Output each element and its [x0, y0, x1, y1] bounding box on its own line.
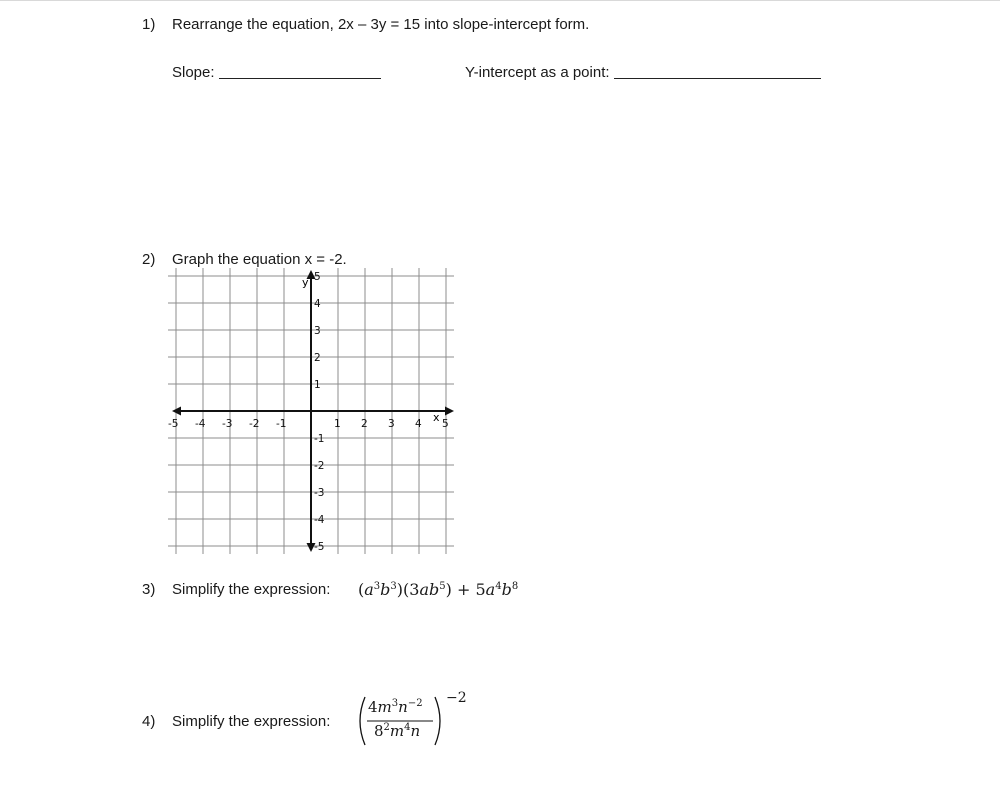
question-2-number: 2) [142, 251, 156, 268]
question-1-text: Rearrange the equation, 2x – 3y = 15 into slope-intercept form. [172, 16, 590, 33]
y-tick-label: 3 [314, 325, 321, 337]
right-parenthesis [435, 697, 440, 745]
left-parenthesis [360, 697, 365, 745]
x-tick-label: 2 [361, 418, 368, 430]
question-4-expression [356, 690, 467, 748]
y-tick-label: -4 [314, 514, 325, 526]
x-axis-label: x [433, 411, 440, 424]
y-tick-label: -5 [314, 541, 325, 553]
fraction-denominator: $8^2m^4n$ [374, 722, 421, 740]
question-4-number: 4) [142, 713, 156, 730]
yintercept-blank [614, 64, 821, 79]
x-tick-label: -2 [249, 418, 260, 430]
y-axis-label: y [302, 276, 309, 289]
x-axis-arrow-right [445, 407, 454, 416]
x-tick-label: 1 [334, 418, 341, 430]
y-tick-label: -1 [314, 433, 325, 445]
y-tick-label: 4 [314, 298, 321, 310]
slope-label: Slope: [172, 64, 215, 81]
page-top-border [0, 0, 1000, 1]
fraction-numerator: $4m^3n^{-2}$ [368, 698, 423, 716]
yintercept-answer-line [465, 64, 821, 81]
yintercept-label: Y-intercept as a point: [465, 64, 610, 81]
y-tick-label: 5 [314, 271, 321, 283]
slope-answer-line [172, 64, 381, 81]
question-1-number: 1) [142, 16, 156, 33]
x-tick-label: -3 [222, 418, 233, 430]
coordinate-grid [170, 268, 470, 558]
question-3-number: 3) [142, 581, 156, 598]
x-tick-label: -1 [276, 418, 287, 430]
outer-exponent: −2 [446, 690, 467, 706]
y-tick-label: -2 [314, 460, 325, 472]
x-tick-label: 3 [388, 418, 395, 430]
x-tick-label: 5 [442, 418, 449, 430]
x-tick-label: -4 [195, 418, 206, 430]
question-3-expression: $(a^3b^3)(3ab^5) + 5a^4b^8$ [358, 580, 519, 599]
y-tick-label: -3 [314, 487, 325, 499]
question-4-text: Simplify the expression: [172, 713, 331, 730]
slope-blank [219, 64, 381, 79]
x-tick-label: 4 [415, 418, 422, 430]
y-tick-label: 2 [314, 352, 321, 364]
x-tick-label: -5 [168, 418, 179, 430]
y-tick-label: 1 [314, 379, 321, 391]
question-2-text: Graph the equation x = -2. [172, 251, 347, 268]
question-3-text: Simplify the expression: [172, 581, 331, 598]
